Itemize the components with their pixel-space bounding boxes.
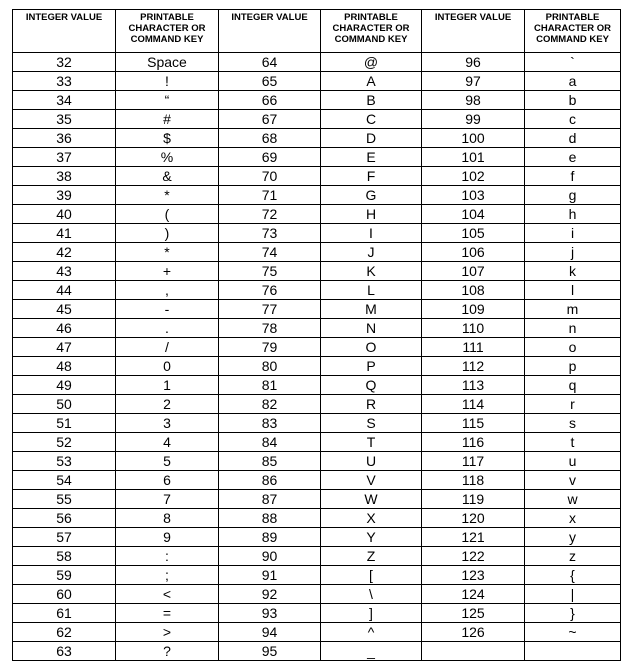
character-cell: ?	[116, 642, 219, 661]
integer-value-cell: 104	[422, 205, 525, 224]
integer-value-cell: 59	[13, 566, 116, 585]
integer-value-cell: 95	[219, 642, 321, 661]
table-row	[13, 129, 621, 148]
integer-value-cell: 82	[219, 395, 321, 414]
character-cell: M	[321, 300, 422, 319]
integer-value-cell: 83	[219, 414, 321, 433]
table-row	[13, 623, 621, 642]
integer-value-cell: 32	[13, 53, 116, 72]
table-row	[13, 262, 621, 281]
integer-value-cell: 54	[13, 471, 116, 490]
integer-value-cell: 87	[219, 490, 321, 509]
integer-value-cell: 105	[422, 224, 525, 243]
table-row	[13, 433, 621, 452]
character-cell: 9	[116, 528, 219, 547]
table-row	[13, 205, 621, 224]
integer-value-cell: 57	[13, 528, 116, 547]
character-cell: H	[321, 205, 422, 224]
character-cell: k	[525, 262, 621, 281]
integer-value-cell: 91	[219, 566, 321, 585]
integer-value-cell: 56	[13, 509, 116, 528]
header-row	[13, 10, 621, 53]
character-cell: E	[321, 148, 422, 167]
character-cell: l	[525, 281, 621, 300]
character-cell: S	[321, 414, 422, 433]
integer-value-cell: 116	[422, 433, 525, 452]
character-cell: }	[525, 604, 621, 623]
table-row	[13, 167, 621, 186]
integer-value-cell: 75	[219, 262, 321, 281]
character-cell: `	[525, 53, 621, 72]
integer-value-cell: 53	[13, 452, 116, 471]
integer-value-cell: 51	[13, 414, 116, 433]
integer-value-cell: 58	[13, 547, 116, 566]
integer-value-cell: 123	[422, 566, 525, 585]
table-row	[13, 186, 621, 205]
integer-value-cell: 49	[13, 376, 116, 395]
integer-value-cell: 41	[13, 224, 116, 243]
header-integer-value-1: INTEGER VALUE	[13, 10, 116, 53]
character-cell: R	[321, 395, 422, 414]
character-cell: .	[116, 319, 219, 338]
integer-value-cell: 101	[422, 148, 525, 167]
character-cell: j	[525, 243, 621, 262]
integer-value-cell: 88	[219, 509, 321, 528]
character-cell: 6	[116, 471, 219, 490]
character-cell: K	[321, 262, 422, 281]
character-cell: D	[321, 129, 422, 148]
character-cell: P	[321, 357, 422, 376]
character-cell: t	[525, 433, 621, 452]
character-cell: C	[321, 110, 422, 129]
integer-value-cell: 71	[219, 186, 321, 205]
integer-value-cell: 108	[422, 281, 525, 300]
character-cell: *	[116, 186, 219, 205]
table-row	[13, 319, 621, 338]
character-cell: p	[525, 357, 621, 376]
integer-value-cell: 125	[422, 604, 525, 623]
character-cell: Y	[321, 528, 422, 547]
character-cell: “	[116, 91, 219, 110]
integer-value-cell: 80	[219, 357, 321, 376]
table-row	[13, 243, 621, 262]
table-row	[13, 528, 621, 547]
character-cell: &	[116, 167, 219, 186]
character-cell	[525, 642, 621, 661]
integer-value-cell: 109	[422, 300, 525, 319]
integer-value-cell: 46	[13, 319, 116, 338]
integer-value-cell: 47	[13, 338, 116, 357]
integer-value-cell: 44	[13, 281, 116, 300]
character-cell: ]	[321, 604, 422, 623]
character-cell: ~	[525, 623, 621, 642]
integer-value-cell: 96	[422, 53, 525, 72]
table-row	[13, 585, 621, 604]
character-cell: f	[525, 167, 621, 186]
character-cell: /	[116, 338, 219, 357]
header-integer-value-2: INTEGER VALUE	[219, 10, 321, 53]
character-cell: O	[321, 338, 422, 357]
character-cell: W	[321, 490, 422, 509]
character-cell: *	[116, 243, 219, 262]
character-cell: q	[525, 376, 621, 395]
integer-value-cell: 103	[422, 186, 525, 205]
character-cell: 0	[116, 357, 219, 376]
header-printable-character-3: PRINTABLE CHARACTER OR COMMAND KEY	[525, 10, 621, 53]
character-cell: u	[525, 452, 621, 471]
integer-value-cell: 100	[422, 129, 525, 148]
integer-value-cell: 102	[422, 167, 525, 186]
character-cell: L	[321, 281, 422, 300]
character-cell: =	[116, 604, 219, 623]
character-cell: c	[525, 110, 621, 129]
character-cell: I	[321, 224, 422, 243]
integer-value-cell: 94	[219, 623, 321, 642]
table-row	[13, 509, 621, 528]
header-printable-character-2: PRINTABLE CHARACTER OR COMMAND KEY	[321, 10, 422, 53]
table-row	[13, 604, 621, 623]
table-row	[13, 490, 621, 509]
table-row	[13, 642, 621, 661]
character-cell: :	[116, 547, 219, 566]
integer-value-cell: 93	[219, 604, 321, 623]
integer-value-cell: 81	[219, 376, 321, 395]
integer-value-cell: 55	[13, 490, 116, 509]
character-cell: b	[525, 91, 621, 110]
character-cell: %	[116, 148, 219, 167]
character-cell: w	[525, 490, 621, 509]
integer-value-cell: 62	[13, 623, 116, 642]
integer-value-cell: 36	[13, 129, 116, 148]
integer-value-cell: 90	[219, 547, 321, 566]
character-cell: e	[525, 148, 621, 167]
integer-value-cell: 121	[422, 528, 525, 547]
character-cell: A	[321, 72, 422, 91]
character-cell: Q	[321, 376, 422, 395]
character-cell: [	[321, 566, 422, 585]
integer-value-cell: 33	[13, 72, 116, 91]
integer-value-cell: 70	[219, 167, 321, 186]
integer-value-cell: 65	[219, 72, 321, 91]
table-row	[13, 338, 621, 357]
integer-value-cell: 50	[13, 395, 116, 414]
character-cell: ;	[116, 566, 219, 585]
character-cell: s	[525, 414, 621, 433]
table-row	[13, 452, 621, 471]
integer-value-cell: 67	[219, 110, 321, 129]
character-cell: g	[525, 186, 621, 205]
table-row	[13, 300, 621, 319]
integer-value-cell: 66	[219, 91, 321, 110]
integer-value-cell: 124	[422, 585, 525, 604]
character-cell: i	[525, 224, 621, 243]
integer-value-cell: 52	[13, 433, 116, 452]
integer-value-cell: 120	[422, 509, 525, 528]
integer-value-cell: 63	[13, 642, 116, 661]
table-row	[13, 547, 621, 566]
table-row	[13, 471, 621, 490]
integer-value-cell: 35	[13, 110, 116, 129]
integer-value-cell: 107	[422, 262, 525, 281]
integer-value-cell: 126	[422, 623, 525, 642]
character-cell: m	[525, 300, 621, 319]
integer-value-cell: 122	[422, 547, 525, 566]
character-cell: \	[321, 585, 422, 604]
character-cell: 3	[116, 414, 219, 433]
character-cell: -	[116, 300, 219, 319]
integer-value-cell: 68	[219, 129, 321, 148]
character-cell: n	[525, 319, 621, 338]
integer-value-cell	[422, 642, 525, 661]
integer-value-cell: 48	[13, 357, 116, 376]
character-cell: <	[116, 585, 219, 604]
integer-value-cell: 85	[219, 452, 321, 471]
table-row	[13, 414, 621, 433]
character-cell: !	[116, 72, 219, 91]
character-cell: #	[116, 110, 219, 129]
integer-value-cell: 77	[219, 300, 321, 319]
character-cell: Space	[116, 53, 219, 72]
integer-value-cell: 37	[13, 148, 116, 167]
integer-value-cell: 43	[13, 262, 116, 281]
integer-value-cell: 42	[13, 243, 116, 262]
table-row	[13, 395, 621, 414]
character-cell: Z	[321, 547, 422, 566]
character-cell: 8	[116, 509, 219, 528]
integer-value-cell: 84	[219, 433, 321, 452]
table-row	[13, 91, 621, 110]
character-cell: $	[116, 129, 219, 148]
character-cell: x	[525, 509, 621, 528]
integer-value-cell: 89	[219, 528, 321, 547]
character-cell: +	[116, 262, 219, 281]
integer-value-cell: 97	[422, 72, 525, 91]
integer-value-cell: 73	[219, 224, 321, 243]
integer-value-cell: 60	[13, 585, 116, 604]
character-cell: J	[321, 243, 422, 262]
character-cell: ^	[321, 623, 422, 642]
character-cell: y	[525, 528, 621, 547]
character-cell: G	[321, 186, 422, 205]
character-cell: |	[525, 585, 621, 604]
character-cell: a	[525, 72, 621, 91]
character-cell: 1	[116, 376, 219, 395]
integer-value-cell: 39	[13, 186, 116, 205]
integer-value-cell: 86	[219, 471, 321, 490]
character-cell: _	[321, 642, 422, 661]
integer-value-cell: 45	[13, 300, 116, 319]
ascii-table	[12, 9, 621, 661]
integer-value-cell: 111	[422, 338, 525, 357]
character-cell: ,	[116, 281, 219, 300]
integer-value-cell: 114	[422, 395, 525, 414]
character-cell: )	[116, 224, 219, 243]
integer-value-cell: 72	[219, 205, 321, 224]
integer-value-cell: 64	[219, 53, 321, 72]
integer-value-cell: 79	[219, 338, 321, 357]
character-cell: (	[116, 205, 219, 224]
table-row	[13, 281, 621, 300]
header-integer-value-3: INTEGER VALUE	[422, 10, 525, 53]
integer-value-cell: 74	[219, 243, 321, 262]
character-cell: 4	[116, 433, 219, 452]
character-cell: V	[321, 471, 422, 490]
integer-value-cell: 78	[219, 319, 321, 338]
header-printable-character-1: PRINTABLE CHARACTER OR COMMAND KEY	[116, 10, 219, 53]
table-row	[13, 224, 621, 243]
character-cell: r	[525, 395, 621, 414]
character-cell: B	[321, 91, 422, 110]
table-row	[13, 376, 621, 395]
integer-value-cell: 110	[422, 319, 525, 338]
table-row	[13, 53, 621, 72]
integer-value-cell: 76	[219, 281, 321, 300]
table-row	[13, 110, 621, 129]
integer-value-cell: 118	[422, 471, 525, 490]
character-cell: {	[525, 566, 621, 585]
character-cell: o	[525, 338, 621, 357]
character-cell: U	[321, 452, 422, 471]
character-cell: 2	[116, 395, 219, 414]
table-row	[13, 72, 621, 91]
integer-value-cell: 99	[422, 110, 525, 129]
integer-value-cell: 38	[13, 167, 116, 186]
integer-value-cell: 92	[219, 585, 321, 604]
character-cell: h	[525, 205, 621, 224]
integer-value-cell: 34	[13, 91, 116, 110]
table-body	[13, 53, 621, 661]
character-cell: 7	[116, 490, 219, 509]
integer-value-cell: 40	[13, 205, 116, 224]
character-cell: @	[321, 53, 422, 72]
integer-value-cell: 117	[422, 452, 525, 471]
table-row	[13, 566, 621, 585]
character-cell: >	[116, 623, 219, 642]
character-cell: v	[525, 471, 621, 490]
integer-value-cell: 115	[422, 414, 525, 433]
character-cell: N	[321, 319, 422, 338]
integer-value-cell: 106	[422, 243, 525, 262]
integer-value-cell: 112	[422, 357, 525, 376]
integer-value-cell: 119	[422, 490, 525, 509]
character-cell: d	[525, 129, 621, 148]
character-cell: F	[321, 167, 422, 186]
character-cell: z	[525, 547, 621, 566]
character-cell: T	[321, 433, 422, 452]
integer-value-cell: 61	[13, 604, 116, 623]
table-row	[13, 357, 621, 376]
table-row	[13, 148, 621, 167]
integer-value-cell: 98	[422, 91, 525, 110]
character-cell: 5	[116, 452, 219, 471]
integer-value-cell: 69	[219, 148, 321, 167]
character-cell: X	[321, 509, 422, 528]
integer-value-cell: 113	[422, 376, 525, 395]
